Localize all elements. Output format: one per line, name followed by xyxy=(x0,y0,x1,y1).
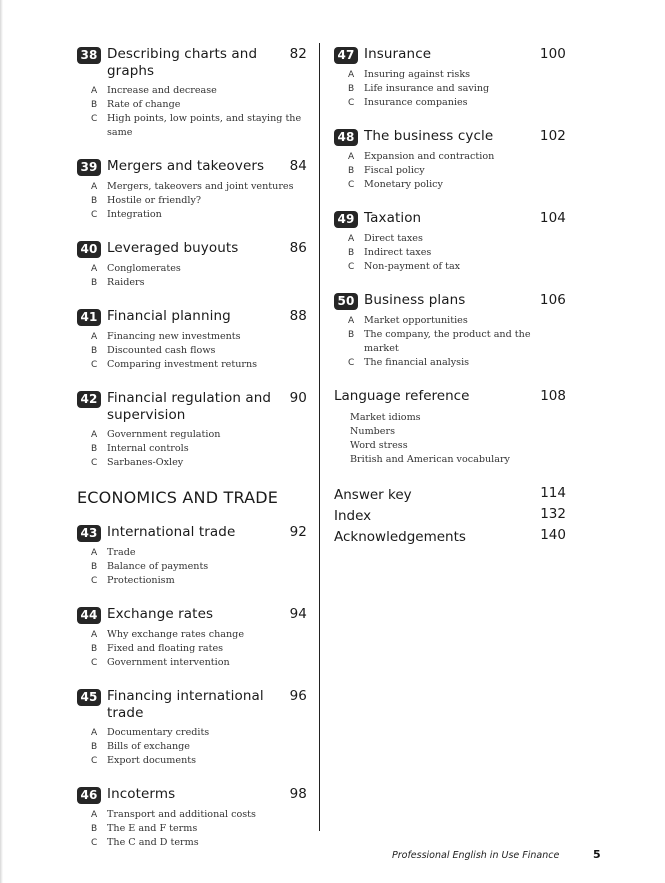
subtopic-text: Integration xyxy=(107,209,162,220)
section-title: ECONOMICS AND TRADE xyxy=(77,488,279,507)
unit-subtopics xyxy=(348,150,566,192)
unit-entry[interactable] xyxy=(77,688,307,768)
subtopic-text: Non-payment of tax xyxy=(364,261,461,272)
subtopic-letter: A xyxy=(91,332,98,342)
unit-title: Describing charts and graphs xyxy=(107,46,258,79)
subtopic-text: Documentary credits xyxy=(107,727,210,738)
unit-entry[interactable] xyxy=(77,308,307,372)
subtopic-item xyxy=(91,112,307,140)
unit-entry[interactable] xyxy=(77,524,307,588)
unit-subtopics xyxy=(91,84,307,140)
unit-heading xyxy=(77,46,307,80)
subtopic-item xyxy=(348,260,566,274)
unit-list-economics xyxy=(77,524,307,850)
subtopic-item xyxy=(91,808,307,822)
back-matter-title: Acknowledgements xyxy=(334,529,466,545)
subtopic-item xyxy=(348,246,566,260)
unit-subtopics xyxy=(91,628,307,670)
footer-book-title: Professional English in Use Finance xyxy=(392,850,560,861)
subtopic-item xyxy=(91,262,307,276)
unit-entry[interactable] xyxy=(77,158,307,222)
unit-number-badge: 43 xyxy=(77,525,101,542)
footer-page-number: 5 xyxy=(593,848,601,861)
unit-number-badge: 48 xyxy=(334,129,358,146)
subtopic-letter: C xyxy=(348,358,355,368)
subtopic-letter: B xyxy=(91,196,98,206)
unit-number-badge: 42 xyxy=(77,391,101,408)
subtopic-letter: B xyxy=(91,644,98,654)
language-reference[interactable] xyxy=(334,388,566,467)
unit-heading xyxy=(77,308,307,326)
subtopic-text: Government regulation xyxy=(107,429,221,440)
unit-page-number: 106 xyxy=(539,292,566,308)
back-matter-entry[interactable] xyxy=(334,506,566,527)
subtopic-text: Conglomerates xyxy=(107,263,181,274)
language-reference-item: Numbers xyxy=(350,426,395,437)
subtopic-item xyxy=(348,164,566,178)
subtopic-letter: A xyxy=(91,630,98,640)
unit-title: Leveraged buyouts xyxy=(107,240,239,256)
subtopic-item xyxy=(91,276,307,290)
unit-subtopics xyxy=(91,808,307,850)
subtopic-text: Increase and decrease xyxy=(107,85,217,96)
unit-heading xyxy=(77,240,307,258)
subtopic-item xyxy=(91,656,307,670)
unit-page-number: 96 xyxy=(289,688,307,704)
unit-number-badge: 46 xyxy=(77,787,101,804)
unit-entry[interactable] xyxy=(334,46,566,110)
unit-title: Incoterms xyxy=(107,786,176,802)
unit-number-badge: 49 xyxy=(334,211,358,228)
unit-number-badge: 44 xyxy=(77,607,101,624)
subtopic-text: The C and D terms xyxy=(107,837,199,848)
subtopic-text: Market opportunities xyxy=(364,315,468,326)
subtopic-item xyxy=(91,628,307,642)
subtopic-item xyxy=(348,328,566,356)
subtopic-item xyxy=(91,560,307,574)
unit-page-number: 90 xyxy=(289,390,307,406)
unit-title: Taxation xyxy=(364,210,422,226)
unit-heading xyxy=(77,158,307,176)
subtopic-item xyxy=(91,428,307,442)
subtopic-text: Why exchange rates change xyxy=(107,629,244,640)
unit-subtopics xyxy=(348,314,566,370)
subtopic-text: Fixed and floating rates xyxy=(107,643,224,654)
subtopic-letter: C xyxy=(348,98,355,108)
subtopic-item xyxy=(91,822,307,836)
subtopic-text: Mergers, takeovers and joint ventures xyxy=(107,181,294,192)
subtopic-letter: A xyxy=(348,234,355,244)
subtopic-item xyxy=(348,68,566,82)
unit-number-badge: 39 xyxy=(77,159,101,176)
unit-entry[interactable] xyxy=(77,390,307,470)
subtopic-text: Hostile or friendly? xyxy=(107,195,202,206)
language-reference-page: 108 xyxy=(540,388,566,404)
unit-number-badge: 41 xyxy=(77,309,101,326)
subtopic-letter: B xyxy=(91,742,98,752)
unit-entry[interactable] xyxy=(334,292,566,370)
subtopic-text: Transport and additional costs xyxy=(107,809,256,820)
subtopic-letter: A xyxy=(91,548,98,558)
back-matter-page: 140 xyxy=(540,527,566,543)
left-column xyxy=(77,46,307,868)
page-edge-shadow xyxy=(0,0,3,883)
unit-title: Business plans xyxy=(364,292,466,308)
subtopic-text: The company, the product and the market xyxy=(364,329,531,354)
subtopic-item xyxy=(91,98,307,112)
unit-title: Financing international trade xyxy=(107,688,264,721)
unit-heading xyxy=(77,606,307,624)
unit-number-badge: 40 xyxy=(77,241,101,258)
subtopic-text: Balance of payments xyxy=(107,561,209,572)
subtopic-letter: C xyxy=(91,458,98,468)
language-reference-items xyxy=(350,411,566,467)
subtopic-letter: B xyxy=(91,278,98,288)
subtopic-item xyxy=(348,314,566,328)
unit-heading xyxy=(334,210,566,228)
subtopic-text: Financing new investments xyxy=(107,331,241,342)
subtopic-text: Sarbanes-Oxley xyxy=(107,457,184,468)
subtopic-item xyxy=(348,82,566,96)
unit-title: International trade xyxy=(107,524,236,540)
unit-number-badge: 50 xyxy=(334,293,358,310)
unit-entry[interactable] xyxy=(77,606,307,670)
subtopic-item xyxy=(91,358,307,372)
back-matter-title: Answer key xyxy=(334,487,412,503)
subtopic-item xyxy=(91,194,307,208)
back-matter-page: 114 xyxy=(540,485,566,501)
unit-subtopics xyxy=(91,428,307,470)
subtopic-letter: C xyxy=(91,658,98,668)
subtopic-text: Expansion and contraction xyxy=(364,151,495,162)
unit-page-number: 100 xyxy=(539,46,566,62)
subtopic-text: The financial analysis xyxy=(364,357,470,368)
unit-page-number: 86 xyxy=(289,240,307,256)
subtopic-letter: B xyxy=(348,248,355,258)
unit-heading xyxy=(334,46,566,64)
subtopic-text: Government intervention xyxy=(107,657,230,668)
subtopic-text: Insuring against risks xyxy=(364,69,471,80)
subtopic-text: Trade xyxy=(107,547,136,558)
unit-number-badge: 38 xyxy=(77,47,101,64)
subtopic-letter: A xyxy=(91,182,98,192)
subtopic-letter: B xyxy=(91,444,98,454)
unit-page-number: 88 xyxy=(289,308,307,324)
subtopic-letter: B xyxy=(91,346,98,356)
back-matter-page: 132 xyxy=(540,506,566,522)
subtopic-item xyxy=(91,546,307,560)
unit-heading xyxy=(77,524,307,542)
unit-title: The business cycle xyxy=(364,128,494,144)
subtopic-letter: B xyxy=(348,84,355,94)
unit-number-badge: 47 xyxy=(334,47,358,64)
unit-entry[interactable] xyxy=(77,240,307,290)
language-reference-heading xyxy=(334,388,566,405)
subtopic-letter: B xyxy=(348,330,355,340)
subtopic-item xyxy=(91,344,307,358)
unit-entry[interactable] xyxy=(334,210,566,274)
subtopic-letter: A xyxy=(348,316,355,326)
unit-page-number: 94 xyxy=(289,606,307,622)
unit-entry[interactable] xyxy=(77,46,307,140)
subtopic-text: Export documents xyxy=(107,755,197,766)
unit-subtopics xyxy=(91,330,307,372)
unit-page-number: 84 xyxy=(289,158,307,174)
unit-list-finance xyxy=(77,46,307,470)
subtopic-text: Discounted cash flows xyxy=(107,345,216,356)
subtopic-text: Insurance companies xyxy=(364,97,468,108)
unit-page-number: 82 xyxy=(289,46,307,62)
subtopic-letter: C xyxy=(91,114,98,124)
subtopic-item xyxy=(91,740,307,754)
subtopic-item xyxy=(348,356,566,370)
subtopic-item xyxy=(91,836,307,850)
subtopic-text: High points, low points, and staying the same xyxy=(107,113,302,138)
subtopic-letter: B xyxy=(91,100,98,110)
subtopic-letter: A xyxy=(91,810,98,820)
subtopic-item xyxy=(348,178,566,192)
subtopic-letter: B xyxy=(348,166,355,176)
subtopic-letter: C xyxy=(91,360,98,370)
subtopic-letter: C xyxy=(348,262,355,272)
subtopic-item xyxy=(91,726,307,740)
subtopic-letter: C xyxy=(348,180,355,190)
back-matter-title: Index xyxy=(334,508,372,524)
unit-list-right xyxy=(334,46,566,370)
subtopic-text: Life insurance and saving xyxy=(364,83,490,94)
subtopic-text: Indirect taxes xyxy=(364,247,432,258)
unit-heading xyxy=(77,688,307,722)
unit-page-number: 102 xyxy=(539,128,566,144)
unit-title: Exchange rates xyxy=(107,606,214,622)
unit-subtopics xyxy=(91,546,307,588)
subtopic-letter: A xyxy=(348,70,355,80)
subtopic-text: Comparing investment returns xyxy=(107,359,258,370)
subtopic-text: The E and F terms xyxy=(107,823,198,834)
subtopic-letter: B xyxy=(91,562,98,572)
unit-subtopics xyxy=(91,180,307,222)
subtopic-item xyxy=(348,232,566,246)
unit-heading xyxy=(77,786,307,804)
subtopic-item xyxy=(91,84,307,98)
unit-entry[interactable] xyxy=(334,128,566,192)
subtopic-text: Bills of exchange xyxy=(107,741,190,752)
subtopic-text: Monetary policy xyxy=(364,179,443,190)
unit-title: Financial planning xyxy=(107,308,231,324)
subtopic-item xyxy=(91,180,307,194)
language-reference-item: Market idioms xyxy=(350,412,421,423)
unit-subtopics xyxy=(91,726,307,768)
unit-page-number: 98 xyxy=(289,786,307,802)
unit-entry[interactable] xyxy=(77,786,307,850)
subtopic-letter: A xyxy=(91,728,98,738)
subtopic-text: Protectionism xyxy=(107,575,175,586)
subtopic-letter: C xyxy=(91,838,98,848)
unit-number-badge: 45 xyxy=(77,689,101,706)
subtopic-letter: A xyxy=(348,152,355,162)
unit-title: Mergers and takeovers xyxy=(107,158,265,174)
column-divider xyxy=(319,43,320,831)
unit-subtopics xyxy=(91,262,307,290)
unit-heading xyxy=(77,390,307,424)
subtopic-letter: C xyxy=(91,576,98,586)
subtopic-item xyxy=(91,442,307,456)
unit-title: Insurance xyxy=(364,46,432,62)
unit-heading xyxy=(334,128,566,146)
subtopic-letter: C xyxy=(91,756,98,766)
subtopic-letter: B xyxy=(91,824,98,834)
subtopic-item xyxy=(91,754,307,768)
subtopic-item xyxy=(348,150,566,164)
unit-page-number: 104 xyxy=(539,210,566,226)
subtopic-letter: A xyxy=(91,86,98,96)
subtopic-letter: A xyxy=(91,430,98,440)
language-reference-title: Language reference xyxy=(334,388,470,404)
subtopic-text: Raiders xyxy=(107,277,145,288)
language-reference-item: British and American vocabulary xyxy=(350,454,510,465)
subtopic-item xyxy=(91,574,307,588)
unit-page-number: 92 xyxy=(289,524,307,540)
right-column xyxy=(334,46,566,548)
subtopic-text: Direct taxes xyxy=(364,233,423,244)
subtopic-letter: A xyxy=(91,264,98,274)
back-matter-entry[interactable] xyxy=(334,527,566,548)
unit-title: Financial regulation and supervision xyxy=(107,390,272,423)
subtopic-text: Fiscal policy xyxy=(364,165,425,176)
subtopic-item xyxy=(91,456,307,470)
subtopic-item xyxy=(91,330,307,344)
unit-subtopics xyxy=(348,68,566,110)
subtopic-text: Internal controls xyxy=(107,443,189,454)
back-matter-list xyxy=(334,485,566,548)
language-reference-item: Word stress xyxy=(350,440,408,451)
subtopic-letter: C xyxy=(91,210,98,220)
subtopic-item xyxy=(91,642,307,656)
subtopic-item xyxy=(91,208,307,222)
unit-subtopics xyxy=(348,232,566,274)
back-matter-entry[interactable] xyxy=(334,485,566,506)
unit-heading xyxy=(334,292,566,310)
subtopic-text: Rate of change xyxy=(107,99,181,110)
subtopic-item xyxy=(348,96,566,110)
